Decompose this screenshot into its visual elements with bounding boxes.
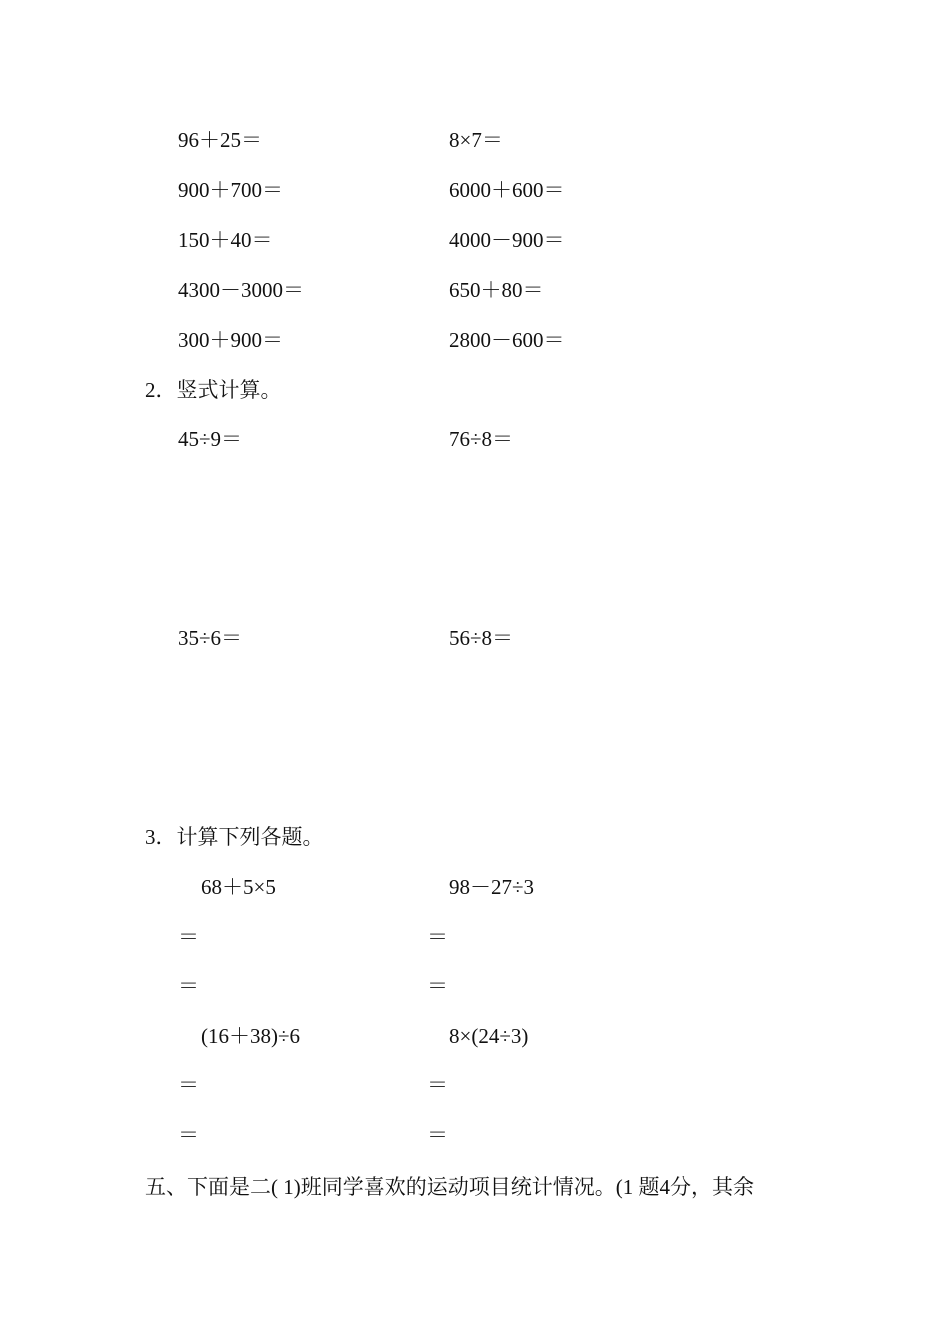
oral-left-3: 150＋40＝: [178, 228, 273, 252]
oral-right-2: 6000＋600＝: [449, 178, 565, 202]
q2-title: 2．竖式计算。: [145, 378, 282, 402]
q3-problem-2: 98－27÷3: [449, 875, 535, 899]
oral-right-1: 8×7＝: [449, 128, 503, 152]
oral-right-3: 4000－900＝: [449, 228, 565, 252]
oral-right-4: 650＋80＝: [449, 278, 544, 302]
q3-equals-2b: ＝: [427, 974, 448, 998]
q3-problem-4: 8×(24÷3): [449, 1024, 529, 1048]
oral-right-5: 2800－600＝: [449, 328, 565, 352]
oral-left-1: 96＋25＝: [178, 128, 262, 152]
oral-left-2: 900＋700＝: [178, 178, 283, 202]
q3-equals-1b: ＝: [178, 974, 199, 998]
q2-problem-2: 76÷8＝: [449, 427, 514, 451]
q2-problem-3: 35÷6＝: [178, 626, 243, 650]
q3-equals-1a: ＝: [178, 925, 199, 949]
q3-equals-4b: ＝: [427, 1123, 448, 1147]
q3-equals-4a: ＝: [427, 1073, 448, 1097]
q2-problem-4: 56÷8＝: [449, 626, 514, 650]
section5-title: 五、下面是二( 1)班同学喜欢的运动项目统计情况。(1 题4分，其余: [145, 1175, 754, 1199]
q3-problem-3: (16＋38)÷6: [201, 1024, 301, 1048]
q3-title: 3．计算下列各题。: [145, 825, 324, 849]
q2-problem-1: 45÷9＝: [178, 427, 243, 451]
q3-problem-1: 68＋5×5: [201, 875, 276, 899]
oral-left-5: 300＋900＝: [178, 328, 283, 352]
oral-left-4: 4300－3000＝: [178, 278, 304, 302]
q3-equals-2a: ＝: [427, 925, 448, 949]
q3-equals-3a: ＝: [178, 1073, 199, 1097]
q3-equals-3b: ＝: [178, 1123, 199, 1147]
